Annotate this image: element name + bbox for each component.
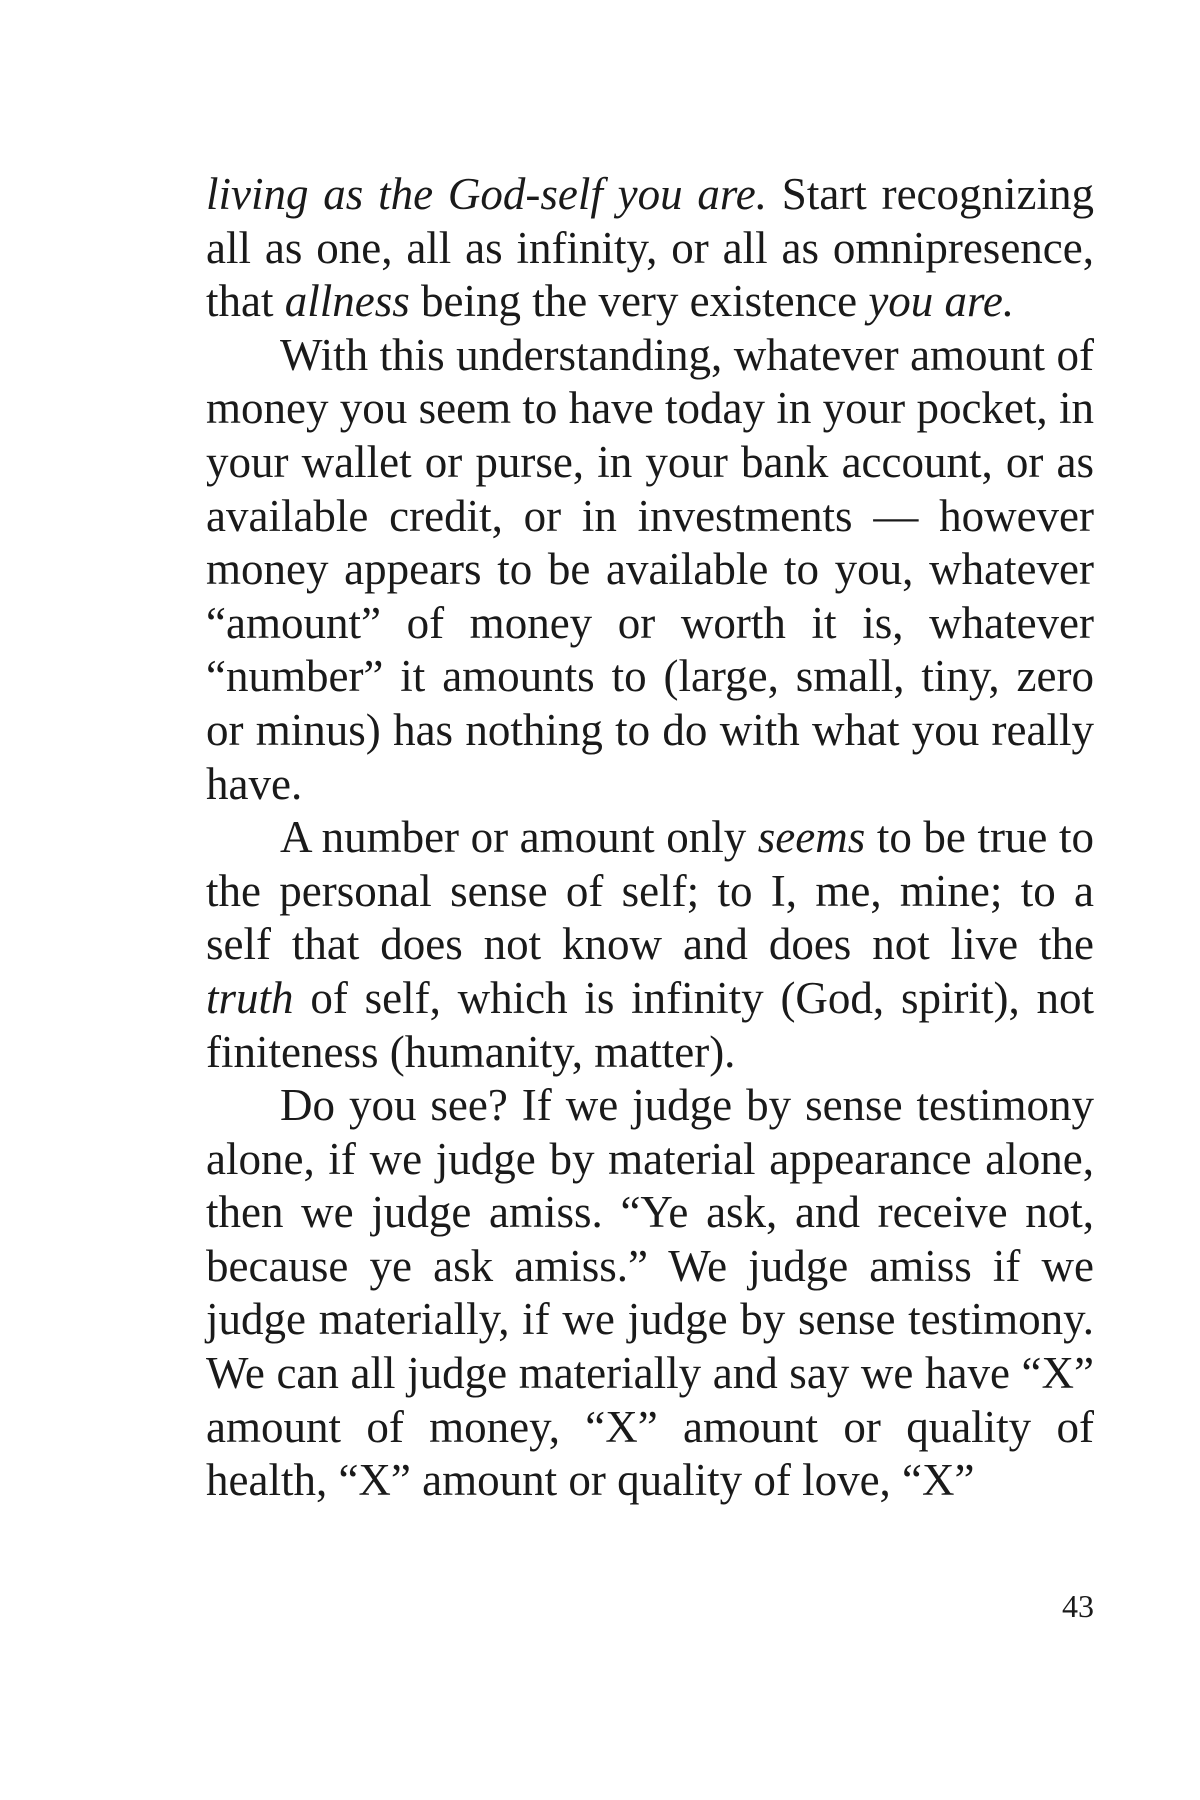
text-run: being the very existence <box>409 276 869 327</box>
body-text <box>206 168 1094 1508</box>
paragraph-1 <box>206 168 1094 329</box>
text-run: Do you see? If we judge by sense testimony alone, if we judge by material appearance alone, then we judge amiss. “Ye ask, and receive not, because ye ask amiss.” We judge amiss if we judge materially, if we judge by sense testimony. We can all judge materially and say we have “X” amount of money, “X” amount or quality of health, “X” amount or quality of love, “X” <box>206 1080 1094 1506</box>
text-run: to be true to the personal sense of self; to I, me, mine; to a self that does not know and does not live the <box>206 812 1094 970</box>
text-run: of self, which is infinity (God, spirit), not finiteness (humanity, matter). <box>206 972 1094 1077</box>
italic-phrase: living as the God-self you are. <box>206 169 767 219</box>
paragraph-2 <box>206 329 1094 811</box>
text-run: With this understanding, whatever amount of money you seem to have today in your pocket, in your wallet or purse, in your bank account, or as available credit, or in investments — however money appears to be available to you, whatever “amount” of money or worth it is, whatever “number” it amounts to (large, small, tiny, zero or minus) has nothing to do with what you really have. <box>206 329 1094 809</box>
italic-phrase: allness <box>284 276 410 327</box>
paragraph-4 <box>206 1079 1094 1508</box>
text-run: A number or amount only <box>280 812 758 863</box>
italic-phrase: you are. <box>868 276 1015 327</box>
text-run: Start recognizing all as one, all as infinity, or all as omnipresence, that <box>206 169 1095 327</box>
italic-phrase: truth <box>206 972 294 1023</box>
paragraph-3 <box>206 811 1094 1079</box>
page-number: 43 <box>1062 1588 1094 1624</box>
italic-phrase: seems <box>757 812 866 863</box>
